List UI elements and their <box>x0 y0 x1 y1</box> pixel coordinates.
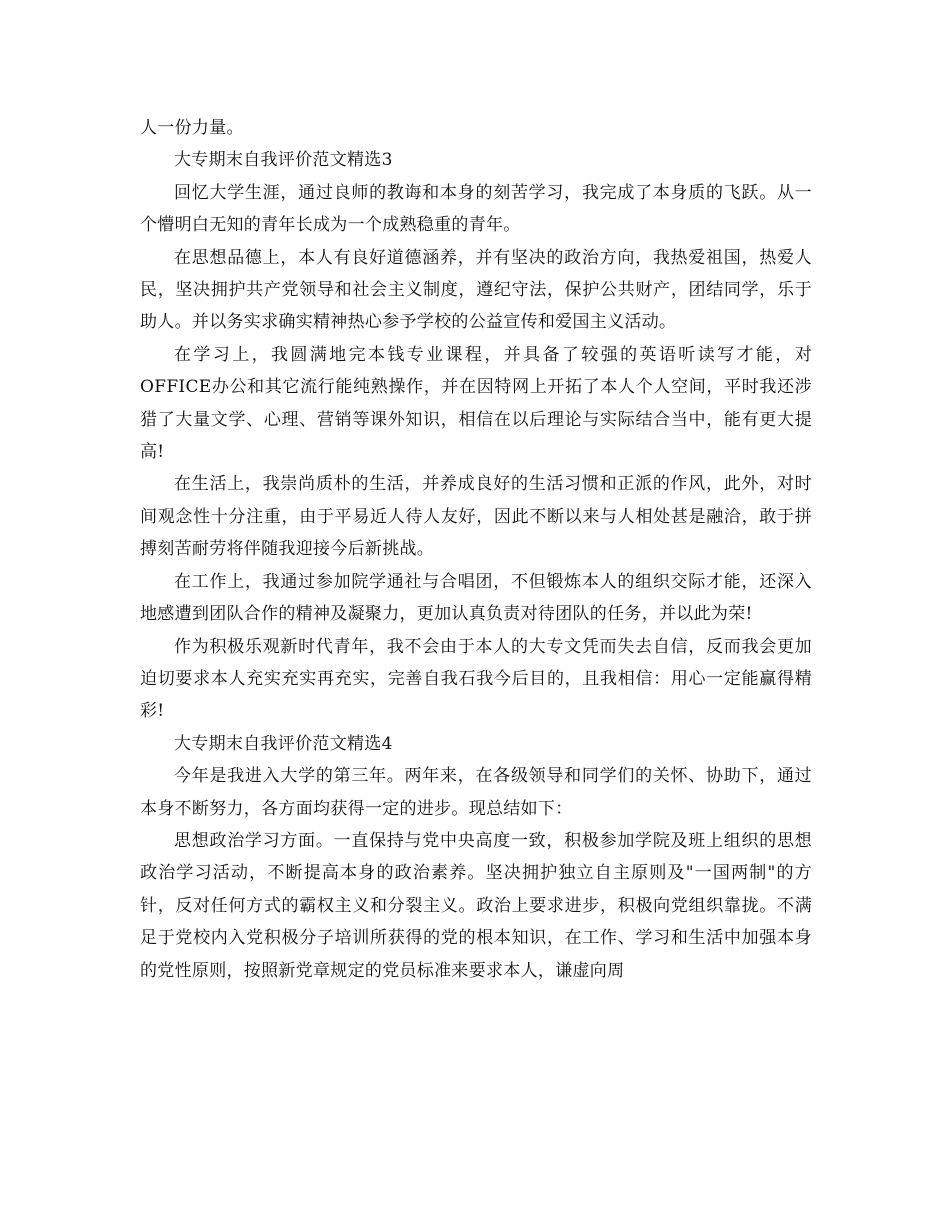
paragraph-7: 作为积极乐观新时代青年，我不会由于本人的大专文凭而失去自信，反而我会更加迫切要求本人充实充实再充实，完善自我石我今后目的，且我相信：用心一定能赢得精彩! <box>140 636 812 722</box>
section-heading-3: 大专期末自我评价范文精选3 <box>174 150 393 171</box>
paragraph-5: 在生活上，我崇尚质朴的生活，并养成良好的生活习惯和正派的作风，此外，对时间观念性十分注重，由于平易近人待人友好，因此不断以来与人相处甚是融洽，敢于拼搏刻苦耐劳将伴随我迎接今后新挑战。 <box>140 474 812 560</box>
paragraph-9: 今年是我进入大学的第三年。两年来，在各级领导和同学们的关怀、协助下，通过本身不断努力，各方面均获得一定的进步。现总结如下： <box>140 766 812 819</box>
paragraph-3: 在思想品德上，本人有良好道德涵养，并有坚决的政治方向，我热爱祖国，热爱人民，坚决拥护共产党领导和社会主义制度，遵纪守法，保护公共财产，团结同学，乐于助人。并以务实求确实精神热心参予学校的公益宣传和爱国主义活动。 <box>140 247 812 333</box>
paragraph-6: 在工作上，我通过参加院学通社与合唱团，不但锻炼本人的组织交际才能，还深入地感遭到团队合作的精神及凝聚力，更加认真负责对待团队的任务，并以此为荣! <box>140 571 812 625</box>
paragraph-4: 在学习上，我圆满地完本钱专业课程，并具备了较强的英语听读写才能，对OFFICE办公和其它流行能纯熟操作，并在因特网上开拓了本人个人空间，平时我还涉猎了大量文学、心理、营销等课外知识，相信在以后理论与实际结合当中，能有更大提高! <box>140 344 812 463</box>
section-heading-4: 大专期末自我评价范文精选4 <box>174 733 393 754</box>
paragraph-2: 回忆大学生涯，通过良师的教诲和本身的刻苦学习，我完成了本身质的飞跃。从一个懵明白无知的青年长成为一个成熟稳重的青年。 <box>140 182 812 236</box>
paragraph-0: 人一份力量。 <box>140 118 244 138</box>
document-body <box>140 112 812 987</box>
paragraph-10: 思想政治学习方面。一直保持与党中央高度一致，积极参加学院及班上组织的思想政治学习活动，不断提高本身的政治素养。坚决拥护独立自主原则及"一国两制"的方针，反对任何方式的霸权主义和分裂主义。政治上要求进步，积极向党组织靠拢。不满足于党校内入党积极分子培训所获得的党的根本知识，在工作、学习和生活中加强本身的党性原则，按照新党章规定的党员标准来要求本人，谦虚向周 <box>140 830 812 981</box>
